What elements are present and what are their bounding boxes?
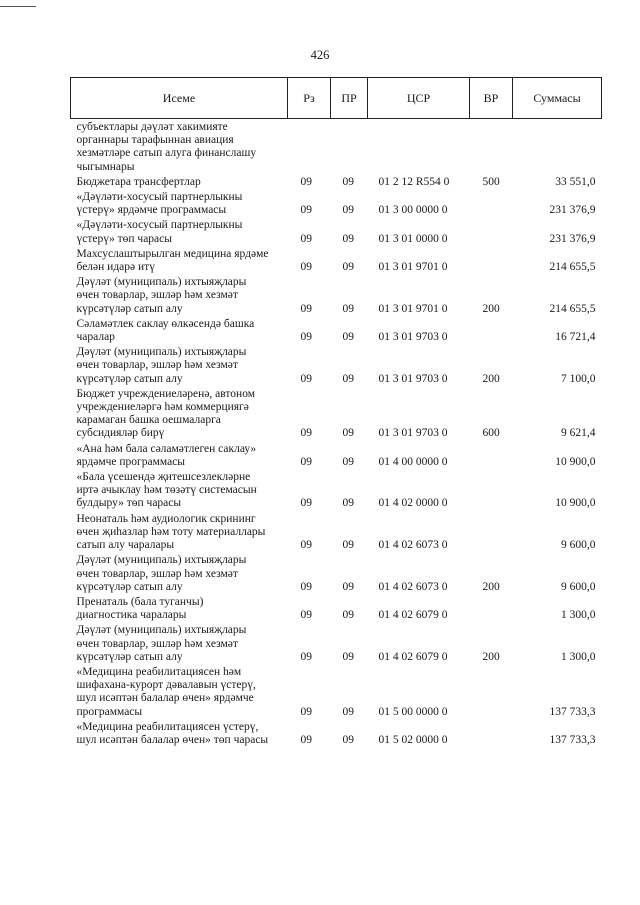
row-pr	[331, 119, 368, 174]
row-vr	[470, 594, 513, 622]
row-name-line: шифахана-курорт дәвалавын үстерү,	[76, 679, 256, 692]
row-name	[71, 469, 288, 511]
row-csr: 01 5 02 0000 0	[378, 733, 448, 746]
row-name-line: программасы	[76, 705, 143, 718]
row-name-line: күрсәтүләр сатып алу	[76, 302, 183, 315]
table-row	[71, 594, 602, 622]
row-name-line: «Ана һәм бала сәламәтлеген саклау»	[76, 442, 257, 455]
row-name-line: үстерү» ярдәмче программасы	[76, 204, 227, 217]
row-pr: 09	[342, 609, 354, 622]
table-row	[71, 622, 602, 664]
header-sum: Суммасы	[513, 78, 602, 119]
row-csr: 01 3 01 9701 0	[378, 302, 448, 315]
row-sum: 1 300,0	[561, 609, 596, 622]
row-csr: 01 5 00 0000 0	[378, 705, 448, 718]
row-name-line: чаралар	[76, 331, 115, 344]
row-sum: 9 600,0	[561, 580, 596, 593]
row-name-line: субъектлары дәүләт хакимияте	[76, 121, 228, 133]
header-name: Исеме	[71, 78, 288, 119]
row-sum: 214 655,5	[549, 302, 596, 315]
row-name-line: өчен товарлар, эшләр һәм хезмәт	[76, 359, 238, 372]
table-row	[71, 552, 602, 594]
row-name-line: хезмәтләре сатып алуга финанслашу	[76, 147, 257, 160]
table-row	[71, 189, 602, 217]
row-name	[71, 119, 288, 174]
page-number: 426	[310, 48, 330, 62]
row-vr	[470, 441, 513, 469]
row-pr: 09	[342, 372, 354, 385]
row-name-line: белән идарә итү	[76, 261, 155, 274]
row-sum: 137 733,3	[549, 733, 596, 746]
table-row	[71, 217, 602, 245]
table-body	[71, 119, 602, 748]
row-name-line: күрсәтүләр сатып алу	[76, 580, 183, 593]
row-rz: 09	[300, 175, 312, 188]
row-pr: 09	[342, 175, 354, 188]
corner-mark	[0, 0, 36, 7]
row-rz: 09	[300, 427, 312, 440]
row-vr: 600	[482, 427, 500, 440]
row-vr	[470, 316, 513, 344]
row-name-line: булдыру» төп чарасы	[76, 497, 182, 510]
row-rz: 09	[300, 609, 312, 622]
row-pr: 09	[342, 705, 354, 718]
row-vr	[470, 189, 513, 217]
row-sum: 1 300,0	[561, 650, 596, 663]
row-pr: 09	[342, 261, 354, 274]
row-sum: 7 100,0	[561, 372, 596, 385]
row-name-line: сатып алу чаралары	[76, 539, 175, 552]
row-name-line: Дәүләт (муниципаль) ихтыяҗлары	[76, 276, 247, 289]
row-name-line: шул исәптән балалар өчен» ярдәмче	[76, 692, 254, 705]
row-name-line: шул исәптән балалар өчен» төп чарасы	[76, 733, 269, 746]
row-name	[71, 622, 288, 664]
row-rz: 09	[300, 497, 312, 510]
row-sum: 10 900,0	[555, 455, 596, 468]
row-rz: 09	[300, 650, 312, 663]
row-rz: 09	[300, 580, 312, 593]
row-sum: 33 551,0	[555, 175, 596, 188]
table-row	[71, 174, 602, 189]
row-name-line: «Медицина реабилитациясен һәм	[76, 665, 242, 678]
row-sum: 10 900,0	[555, 497, 596, 510]
row-name-line: өчен товарлар, эшләр һәм хезмәт	[76, 289, 238, 302]
table-row	[71, 246, 602, 274]
row-name-line: диагностика чаралары	[76, 609, 187, 622]
row-name-line: Махсуслаштырылган медицина ярдәме	[76, 247, 269, 260]
row-vr: 200	[482, 372, 500, 385]
row-pr: 09	[342, 455, 354, 468]
row-name	[71, 246, 288, 274]
row-name-line: күрсәтүләр сатып алу	[76, 372, 183, 385]
row-csr: 01 4 00 0000 0	[378, 455, 448, 468]
row-name	[71, 174, 288, 189]
row-name-line: Бюджетара трансфертлар	[76, 175, 201, 188]
row-name	[71, 386, 288, 441]
row-rz: 09	[300, 455, 312, 468]
row-name	[71, 594, 288, 622]
row-name	[71, 217, 288, 245]
table-row	[71, 274, 602, 316]
row-name-line: чыгымнары	[76, 160, 135, 173]
row-pr: 09	[342, 497, 354, 510]
row-vr	[470, 119, 513, 174]
table-row	[71, 469, 602, 511]
row-name-line: «Дәүләти-хосусый партнерлыкны	[76, 219, 243, 232]
row-name-line: учреждениеләргә һәм коммерциягә	[76, 401, 249, 414]
row-sum: 9 600,0	[561, 539, 596, 552]
row-sum: 231 376,9	[549, 204, 596, 217]
table-row	[71, 441, 602, 469]
row-csr: 01 4 02 6073 0	[378, 539, 448, 552]
row-name-line: өчен товарлар, эшләр һәм хезмәт	[76, 567, 238, 580]
table-row	[71, 386, 602, 441]
row-rz: 09	[300, 705, 312, 718]
row-vr: 200	[482, 650, 500, 663]
header-vr: ВР	[470, 78, 513, 119]
row-vr	[470, 664, 513, 719]
row-vr: 500	[482, 175, 500, 188]
header-pr: ПР	[331, 78, 368, 119]
row-pr: 09	[342, 302, 354, 315]
row-rz: 09	[300, 539, 312, 552]
table-header-row	[71, 78, 602, 119]
table-row	[71, 664, 602, 719]
row-sum: 137 733,3	[549, 705, 596, 718]
row-csr: 01 3 00 0000 0	[378, 204, 448, 217]
row-name-line: «Бала үсешендә җитешсезлекләрне	[76, 471, 251, 484]
row-vr	[470, 719, 513, 747]
row-rz: 09	[300, 302, 312, 315]
table-row	[71, 316, 602, 344]
row-pr: 09	[342, 232, 354, 245]
row-pr: 09	[342, 331, 354, 344]
row-csr: 01 2 12 R554 0	[378, 175, 450, 188]
row-csr: 01 3 01 9701 0	[378, 261, 448, 274]
row-csr: 01 4 02 0000 0	[378, 497, 448, 510]
row-name	[71, 344, 288, 386]
row-rz: 09	[300, 261, 312, 274]
row-pr: 09	[342, 650, 354, 663]
row-csr	[368, 119, 470, 174]
table-row	[71, 119, 602, 174]
header-rz: Рз	[288, 78, 331, 119]
row-pr: 09	[342, 427, 354, 440]
row-csr: 01 3 01 9703 0	[378, 427, 448, 440]
budget-table	[70, 77, 602, 747]
row-csr: 01 4 02 6079 0	[378, 650, 448, 663]
row-rz: 09	[300, 331, 312, 344]
row-name-line: карамаган башка оешмаларга	[76, 414, 221, 427]
row-pr: 09	[342, 733, 354, 746]
row-name-line: Дәүләт (муниципаль) ихтыяҗлары	[76, 346, 247, 359]
row-rz: 09	[300, 372, 312, 385]
row-vr	[470, 511, 513, 553]
row-csr: 01 3 01 9703 0	[378, 372, 448, 385]
row-name	[71, 552, 288, 594]
table-row	[71, 511, 602, 553]
row-name-line: органнары тарафыннан авиация	[76, 134, 234, 147]
row-name-line: өчен җиһазлар һәм тоту материаллары	[76, 525, 266, 538]
row-name-line: субсидияләр бирү	[76, 427, 165, 440]
row-vr	[470, 217, 513, 245]
row-name-line: «Дәүләти-хосусый партнерлыкны	[76, 191, 243, 204]
row-rz: 09	[300, 733, 312, 746]
row-vr	[470, 469, 513, 511]
row-name-line: Неонаталь һәм аудиологик скрининг	[76, 512, 256, 525]
table-row	[71, 344, 602, 386]
row-pr: 09	[342, 204, 354, 217]
row-pr: 09	[342, 539, 354, 552]
row-name	[71, 719, 288, 747]
row-rz: 09	[300, 204, 312, 217]
row-rz: 09	[300, 232, 312, 245]
row-name	[71, 511, 288, 553]
row-name-line: иртә ачыклау һәм төзәтү системасын	[76, 484, 257, 497]
row-name	[71, 664, 288, 719]
row-pr: 09	[342, 580, 354, 593]
row-vr	[470, 246, 513, 274]
row-name-line: «Медицина реабилитациясен үстерү,	[76, 720, 259, 733]
row-name-line: Дәүләт (муниципаль) ихтыяҗлары	[76, 624, 247, 637]
row-name	[71, 441, 288, 469]
row-name-line: Бюджет учреждениеләренә, автоном	[76, 387, 256, 400]
table-row	[71, 719, 602, 747]
row-name-line: өчен товарлар, эшләр һәм хезмәт	[76, 637, 238, 650]
header-csr: ЦСР	[368, 78, 470, 119]
row-name	[71, 316, 288, 344]
row-sum: 9 621,4	[561, 427, 596, 440]
row-rz	[288, 119, 331, 174]
row-name-line: күрсәтүләр сатып алу	[76, 650, 183, 663]
row-sum: 231 376,9	[549, 232, 596, 245]
row-name-line: ярдәмче программасы	[76, 455, 186, 468]
row-name-line: үстерү» төп чарасы	[76, 232, 172, 245]
row-name	[71, 189, 288, 217]
row-name	[71, 274, 288, 316]
row-csr: 01 3 01 9703 0	[378, 331, 448, 344]
row-name-line: Сәламәтлек саклау өлкәсендә башка	[76, 317, 255, 330]
row-vr: 200	[482, 580, 500, 593]
row-csr: 01 4 02 6079 0	[378, 609, 448, 622]
row-csr: 01 4 02 6073 0	[378, 580, 448, 593]
row-name-line: Пренаталь (бала туганчы)	[76, 595, 204, 608]
row-vr: 200	[482, 302, 500, 315]
row-sum	[513, 119, 602, 174]
row-name-line: Дәүләт (муниципаль) ихтыяҗлары	[76, 554, 247, 567]
row-sum: 16 721,4	[555, 331, 596, 344]
row-csr: 01 3 01 0000 0	[378, 232, 448, 245]
row-sum: 214 655,5	[549, 261, 596, 274]
